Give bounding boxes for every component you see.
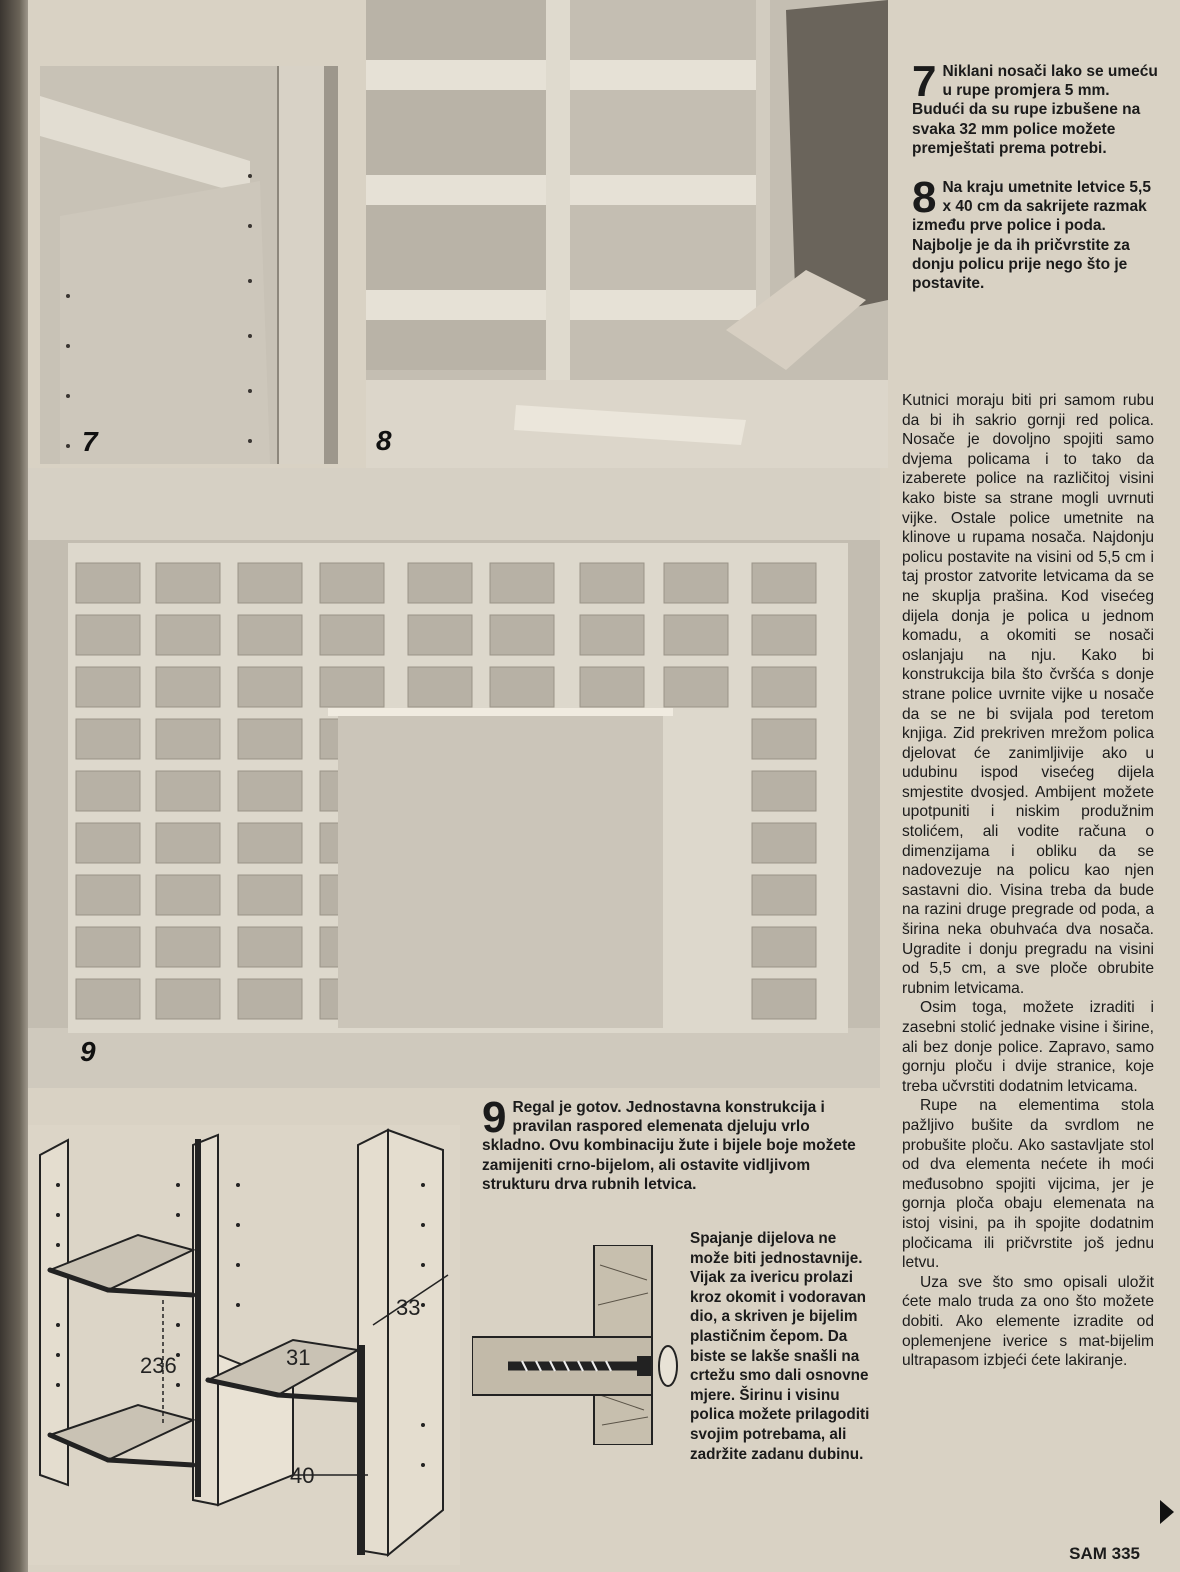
shelf-cell [752,667,816,707]
shelf-cell [238,927,302,967]
shelf-cell [752,719,816,759]
shelf-cell [156,979,220,1019]
shelf-cell [76,615,140,655]
shelf-cell [76,563,140,603]
shelf-cell [76,771,140,811]
shelf-cell [156,615,220,655]
shelf-cell [238,823,302,863]
shelf-cell [580,667,644,707]
shelf-cell [156,875,220,915]
shelf-cell [664,615,728,655]
shelf-cell [752,615,816,655]
page-binding-edge [0,0,28,1572]
caption-step-8 [912,173,1158,293]
body-paragraph-1: Kutnici moraju biti pri samom rubu da bi ih sakrio gornji red polica. Nosače je dovoljno spojiti samo dvjema policama i to tako da izaberete police na različitoj visini kako biste sa strane mogli uvrnuti vijke. Ostale police umetnite na klinove u rupama nosača. Najdonju policu postavite na visini od 5,5 cm i taj prostor zatvorite letvicama da se ne skuplja prašina. Kod visećeg dijela donja je polica u jednom komadu, a okomiti se nosači oslanjaju na nju. Kako bi konstrukcija bila što čvršća s donje strane police uvrnite vijke u nosače da se ne bi svijala pod teretom knjiga. Zid prekriven mrežom polica djelovat će zanimljivije ako u udubinu ispod visećeg dijela smjestite dvosjed. Ambijent možete upotpuniti i niskim produžnim stolićem, ali vodite računa o dimenzijama i obliku da se nadovezuje na policu kao njen sastavni dio. Visina treba da bude na razini druge pregrade od poda, a širina neka obuhvaća dva nosača. Ugradite i donju pregradu na visini od 5,5 cm, a sve ploče obrubite rubnim letvicama. [902,392,1154,997]
caption-step-9-text: Regal je gotov. Jednostavna konstrukcija i pravilan raspored elemenata djeluju vrlo skladno. Ovu kombinaciju žute i bijele boje možete zamijeniti crno-bijelom, ali ostavite vidljivom strukturu drva rubnih letvica. [482,1099,856,1193]
shelf-cell [580,615,644,655]
continue-arrow-icon [1160,1500,1174,1524]
body-paragraph-4: Uza sve što smo opisali uložit ćete malo truda za ono što možete dobiti. Ako elemente izradite od oplemenjene iverice s mat-bijelim ultrapasom izbjeći ćete lakiranje. [902,1273,1154,1370]
shelf-cell [238,875,302,915]
shelf-cell [76,667,140,707]
article-body-column [902,391,1154,1371]
caption-step-8-number: 8 [912,173,937,222]
photo-9-shelving-illustration [28,468,880,1088]
shelf-cell [752,875,816,915]
shelf-cell [408,667,472,707]
shelf-cell [76,875,140,915]
caption-step-7-text: Niklani nosači lako se umeću u rupe promjera 5 mm. Budući da su rupe izbušene na svaka 32 mm police možete premještati prema potrebi. [912,63,1158,157]
diagram-caption [690,1229,878,1464]
shelf-cell [156,823,220,863]
assembly-diagram-drawing [28,1125,460,1565]
shelf-cell [752,771,816,811]
shelf-cell [76,979,140,1019]
screw-detail-drawing [472,1245,682,1445]
shelf-cell [752,823,816,863]
shelf-cell [580,563,644,603]
shelf-cell [408,563,472,603]
screw-detail-diagram [472,1245,682,1445]
body-paragraph-2: Osim toga, možete izraditi i zasebni stolić jednake visine i širine, ali bez donje police. Zapravo, samo gornju ploču i dvije stranice, koje treba učvrstiti dodatnim letvicama. [902,999,1154,1095]
shelf-cell [238,771,302,811]
caption-step-9-number: 9 [482,1093,507,1142]
assembly-diagram [28,1125,460,1565]
shelf-cell [156,667,220,707]
caption-step-8-text: Na kraju umetnite letvice 5,5 x 40 cm da sakrijete razmak između prve police i poda. Najbolje je da ih pričvrstite za donju policu prije nego što je postavite. [912,179,1151,293]
shelf-cell [752,979,816,1019]
photo-step-9 [28,468,880,1088]
shelf-cell [238,979,302,1019]
shelf-cell [408,615,472,655]
shelf-cell [320,667,384,707]
photo-step-7 [40,66,338,464]
page-footer: SAM 335 [1069,1544,1140,1563]
shelf-cell [664,667,728,707]
shelf-cell [664,563,728,603]
shelf-cell [238,615,302,655]
shelf-cell [490,563,554,603]
shelf-cell [320,563,384,603]
shelf-cell [752,927,816,967]
dimension-label-31: 31 [286,1345,311,1370]
shelf-cell [156,719,220,759]
photo-step-8 [366,0,888,468]
dimension-label-40: 40 [290,1463,315,1488]
figure-9-number: 9 [80,1036,96,1067]
shelf-cell [156,771,220,811]
figure-7-number: 7 [82,426,98,457]
shelf-cell [238,667,302,707]
caption-step-7-number: 7 [912,57,937,106]
shelf-cell [490,667,554,707]
photo-8-illustration [366,0,888,468]
shelf-cell [76,719,140,759]
body-paragraph-3: Rupe na elementima stola pažljivo bušite da svrdlom ne probušite ploču. Ako sastavljate stol od dva elementa nećete ih moći međusobno spojiti vijcima, jer je gornja ploča obaju elemenata na istoj visini, pa ih spojite dodatnim pločicama ili pričvrstite još jednu letvu. [902,1097,1154,1272]
caption-step-7 [912,57,1158,158]
shelf-cell [752,563,816,603]
dimension-label-236: 236 [140,1353,177,1378]
figure-8-number: 8 [376,425,392,456]
shelf-cell [76,927,140,967]
dimension-label-33: 33 [396,1295,421,1320]
shelf-cell [156,927,220,967]
diagram-caption-text: Spajanje dijelova ne može biti jednostavnije. Vijak za ivericu prolazi kroz okomit i vodoravan dio, a skriven je bijelim plastičnim čepom. Da biste se lakše snašli na crtežu smo dali osnovne mjere. Širinu i visinu polica možete prilagoditi svojim potrebama, ali zadržite zadanu dubinu. [690,1230,870,1463]
caption-step-9 [482,1093,872,1194]
shelf-cell [490,615,554,655]
shelf-cell [238,563,302,603]
shelf-cell [238,719,302,759]
shelf-cell [156,563,220,603]
photo-7-illustration [40,66,338,464]
shelf-cell [76,823,140,863]
shelf-cell [320,615,384,655]
